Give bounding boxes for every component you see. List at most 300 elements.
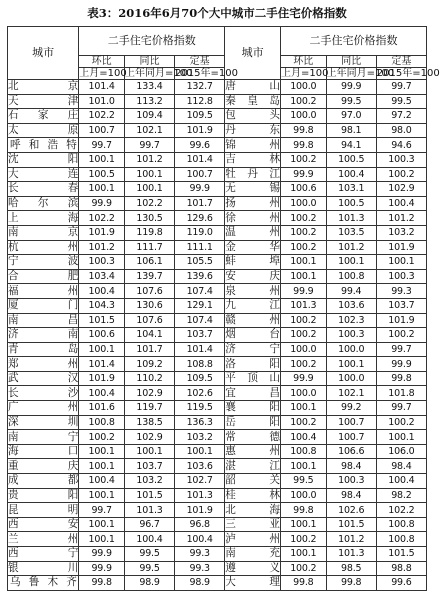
yoy-cell: 109.2	[124, 357, 174, 372]
city-cell: 青岛	[8, 342, 79, 355]
yoy-cell: 99.2	[326, 401, 376, 416]
base-header: 定基	[376, 56, 426, 68]
base-cell: 129.6	[175, 211, 225, 226]
table-row	[8, 328, 427, 343]
table-row	[8, 94, 427, 109]
city-cell: 无锡	[225, 182, 280, 195]
city-cell: 桂林	[225, 488, 280, 501]
base-cell: 100.2	[376, 167, 426, 182]
base-cell: 101.9	[376, 313, 426, 328]
base-cell: 100.1	[175, 444, 225, 459]
yoy-cell: 99.5	[326, 94, 376, 109]
base-cell: 101.4	[175, 342, 225, 357]
city-cell: 南昌	[8, 313, 79, 326]
price-index-table	[7, 26, 440, 591]
mom-cell: 99.7	[79, 503, 125, 518]
city-cell: 吉林	[225, 153, 280, 166]
mom-cell: 100.1	[79, 488, 125, 503]
mom-cell: 100.1	[280, 517, 326, 532]
city-cell: 天津	[8, 94, 79, 107]
base-cell: 94.6	[376, 138, 426, 153]
city-cell: 安庆	[225, 270, 280, 283]
table-row	[8, 561, 427, 576]
table-row	[8, 430, 427, 445]
yoy-cell: 98.1	[326, 123, 376, 138]
base-cell: 99.7	[376, 342, 426, 357]
mom-cell: 100.2	[280, 328, 326, 343]
base-cell: 139.6	[175, 269, 225, 284]
yoy-cell: 107.6	[124, 313, 174, 328]
city-cell: 杭州	[8, 240, 79, 253]
base-cell: 98.0	[376, 123, 426, 138]
mom-cell: 99.8	[280, 576, 326, 591]
table-row	[8, 415, 427, 430]
mom-cell: 100.2	[280, 561, 326, 576]
mom-cell: 100.4	[280, 430, 326, 445]
base-cell: 98.9	[175, 576, 225, 591]
yoy-cell: 103.5	[326, 225, 376, 240]
city-cell: 九江	[225, 299, 280, 312]
base-cell: 99.7	[376, 80, 426, 95]
base-cell: 100.8	[376, 517, 426, 532]
index-group-header: 二手住宅价格指数	[79, 27, 225, 56]
mom-cell: 101.5	[79, 313, 125, 328]
base-cell: 106.0	[376, 444, 426, 459]
mom-cell: 100.2	[280, 211, 326, 226]
yoy-cell: 102.1	[124, 123, 174, 138]
mom-cell: 101.3	[280, 298, 326, 313]
base-cell: 100.4	[376, 196, 426, 211]
mom-cell: 100.6	[280, 182, 326, 197]
table-row	[8, 269, 427, 284]
yoy-header: 同比	[326, 56, 376, 68]
city-cell: 徐州	[225, 211, 280, 224]
table-row	[8, 255, 427, 270]
mom-cell: 100.2	[280, 357, 326, 372]
mom-cell: 100.1	[280, 459, 326, 474]
city-cell: 遵义	[225, 561, 280, 574]
mom-cell: 100.1	[79, 152, 125, 167]
city-cell: 三亚	[225, 518, 280, 531]
mom-cell: 100.5	[79, 167, 125, 182]
city-cell: 惠州	[225, 445, 280, 458]
base-cell: 101.3	[175, 488, 225, 503]
city-cell: 岳阳	[225, 415, 280, 428]
yoy-cell: 101.3	[326, 211, 376, 226]
base-cell: 103.7	[175, 328, 225, 343]
yoy-cell: 100.1	[124, 182, 174, 197]
mom-cell: 100.1	[280, 547, 326, 562]
yoy-cell: 102.9	[124, 386, 174, 401]
yoy-cell: 101.7	[124, 342, 174, 357]
base-cell: 105.5	[175, 255, 225, 270]
city-cell: 扬州	[225, 197, 280, 210]
city-cell: 韶关	[225, 474, 280, 487]
base-cell: 129.1	[175, 298, 225, 313]
table-row	[8, 371, 427, 386]
base-cell: 101.4	[175, 152, 225, 167]
city-cell: 哈尔滨	[8, 197, 79, 210]
yoy-cell: 100.1	[124, 167, 174, 182]
yoy-cell: 101.5	[326, 517, 376, 532]
city-cell: 烟台	[225, 328, 280, 341]
yoy-cell: 100.1	[326, 357, 376, 372]
city-cell: 泉州	[225, 284, 280, 297]
base-cell: 109.5	[175, 371, 225, 386]
mom-cell: 103.4	[79, 269, 125, 284]
base-cell: 99.5	[376, 94, 426, 109]
mom-cell: 100.1	[79, 444, 125, 459]
mom-cell: 100.6	[79, 328, 125, 343]
yoy-cell: 94.1	[326, 138, 376, 153]
city-cell: 秦皇岛	[225, 94, 280, 107]
city-cell: 厦门	[8, 299, 79, 312]
table-row	[8, 459, 427, 474]
city-cell: 泸州	[225, 532, 280, 545]
city-cell: 大连	[8, 167, 79, 180]
mom-cell: 100.7	[79, 123, 125, 138]
city-cell: 湛江	[225, 459, 280, 472]
yoy-cell: 101.2	[124, 152, 174, 167]
table-row	[8, 225, 427, 240]
city-cell: 北京	[8, 80, 79, 93]
mom-cell: 99.9	[280, 167, 326, 182]
city-cell: 太原	[8, 124, 79, 137]
city-cell: 福州	[8, 284, 79, 297]
city-cell: 广州	[8, 401, 79, 414]
yoy-cell: 130.5	[124, 211, 174, 226]
base-cell: 100.3	[376, 269, 426, 284]
base-cell: 99.9	[175, 182, 225, 197]
city-cell: 重庆	[8, 459, 79, 472]
table-row	[8, 284, 427, 299]
table-row	[8, 532, 427, 547]
yoy-cell: 102.3	[326, 313, 376, 328]
city-cell: 丹东	[225, 124, 280, 137]
table-row	[8, 123, 427, 138]
mom-cell: 100.2	[280, 225, 326, 240]
yoy-cell: 113.2	[124, 94, 174, 109]
city-cell: 石家庄	[8, 109, 79, 122]
mom-cell: 99.9	[79, 561, 125, 576]
city-cell: 西宁	[8, 547, 79, 560]
city-cell: 武汉	[8, 372, 79, 385]
city-cell: 宜昌	[225, 386, 280, 399]
yoy-cell: 139.7	[124, 269, 174, 284]
mom-cell: 100.1	[79, 459, 125, 474]
yoy-cell: 99.7	[124, 138, 174, 153]
base-cell: 100.2	[376, 415, 426, 430]
base-cell: 100.4	[376, 474, 426, 489]
index-group-header: 二手住宅价格指数	[280, 27, 426, 56]
mom-cell: 100.2	[280, 532, 326, 547]
base-cell: 98.2	[376, 488, 426, 503]
fixed-base-label: 2015年=100	[175, 67, 239, 79]
city-cell: 兰州	[8, 532, 79, 545]
yoy-cell: 96.7	[124, 517, 174, 532]
base-cell: 101.8	[376, 386, 426, 401]
yoy-cell: 103.7	[124, 459, 174, 474]
base-cell: 100.2	[376, 328, 426, 343]
mom-cell: 99.8	[280, 138, 326, 153]
yoy-cell: 98.5	[326, 561, 376, 576]
base-cell: 101.7	[175, 196, 225, 211]
base-header: 定基	[175, 56, 225, 68]
base-cell: 100.7	[175, 167, 225, 182]
yoy-cell: 107.6	[124, 284, 174, 299]
mom-cell: 99.8	[280, 123, 326, 138]
mom-cell: 100.8	[280, 444, 326, 459]
base-cell: 136.3	[175, 415, 225, 430]
base-cell: 102.6	[175, 386, 225, 401]
table-row	[8, 167, 427, 182]
city-cell: 沈阳	[8, 153, 79, 166]
mom-cell: 100.1	[280, 401, 326, 416]
base-cell: 100.1	[376, 430, 426, 445]
base-cell: 109.5	[175, 109, 225, 124]
mom-base-label: 上月=100	[79, 67, 127, 79]
yoy-cell: 102.1	[326, 386, 376, 401]
city-cell: 南充	[225, 547, 280, 560]
mom-cell: 101.4	[79, 357, 125, 372]
mom-base-label: 上月=100	[280, 67, 329, 79]
yoy-cell: 99.5	[124, 547, 174, 562]
yoy-cell: 98.4	[326, 459, 376, 474]
yoy-cell: 100.5	[326, 152, 376, 167]
city-cell: 郑州	[8, 357, 79, 370]
city-cell: 合肥	[8, 270, 79, 283]
mom-cell: 100.4	[79, 474, 125, 489]
yoy-cell: 100.8	[326, 269, 376, 284]
city-cell: 呼和浩特	[8, 138, 79, 153]
city-cell: 宁波	[8, 255, 79, 268]
yoy-cell: 138.5	[124, 415, 174, 430]
mom-cell: 101.4	[79, 80, 125, 95]
yoy-cell: 100.0	[326, 371, 376, 386]
mom-cell: 99.9	[79, 196, 125, 211]
mom-cell: 100.2	[79, 430, 125, 445]
yoy-cell: 101.5	[124, 488, 174, 503]
mom-cell: 100.4	[79, 386, 125, 401]
yoy-cell: 102.9	[124, 430, 174, 445]
yoy-cell: 100.7	[326, 415, 376, 430]
table-row	[8, 240, 427, 255]
table-row	[8, 80, 427, 95]
mom-header: 环比	[79, 56, 125, 68]
city-cell: 西安	[8, 518, 79, 531]
base-cell: 119.5	[175, 401, 225, 416]
city-cell: 上海	[8, 211, 79, 224]
mom-cell: 104.3	[79, 298, 125, 313]
base-cell: 107.4	[175, 284, 225, 299]
city-cell: 昆明	[8, 503, 79, 516]
yoy-cell: 99.9	[326, 80, 376, 95]
table-row	[8, 386, 427, 401]
mom-cell: 99.9	[79, 547, 125, 562]
table-row	[8, 357, 427, 372]
yoy-cell: 100.3	[326, 328, 376, 343]
table-row	[8, 298, 427, 313]
base-cell: 101.9	[376, 240, 426, 255]
city-header: 城市	[225, 27, 281, 80]
mom-cell: 101.9	[79, 225, 125, 240]
mom-cell: 99.5	[280, 474, 326, 489]
base-cell: 107.4	[175, 313, 225, 328]
city-cell: 牡丹江	[225, 167, 280, 180]
yoy-cell: 98.4	[326, 488, 376, 503]
mom-cell: 99.8	[79, 576, 125, 591]
table-row	[8, 138, 427, 153]
yoy-cell: 106.1	[124, 255, 174, 270]
yoy-cell: 100.1	[326, 255, 376, 270]
city-cell: 温州	[225, 226, 280, 239]
mom-cell: 100.2	[280, 415, 326, 430]
city-cell: 洛阳	[225, 357, 280, 370]
city-cell: 成都	[8, 474, 79, 487]
base-cell: 102.2	[376, 503, 426, 518]
city-cell: 南宁	[8, 430, 79, 443]
yoy-cell: 104.1	[124, 328, 174, 343]
base-cell: 99.3	[175, 561, 225, 576]
yoy-cell: 103.1	[326, 182, 376, 197]
base-cell: 101.5	[376, 547, 426, 562]
yoy-cell: 100.4	[326, 167, 376, 182]
mom-cell: 100.4	[79, 284, 125, 299]
table-row	[8, 211, 427, 226]
mom-cell: 100.1	[79, 342, 125, 357]
base-cell: 99.8	[376, 371, 426, 386]
table-row	[8, 109, 427, 124]
mom-cell: 101.2	[79, 240, 125, 255]
fixed-base-label: 2015年=100	[376, 67, 440, 79]
city-cell: 长春	[8, 182, 79, 195]
yoy-cell: 101.2	[326, 532, 376, 547]
yoy-cell: 98.9	[124, 576, 174, 591]
mom-cell: 102.2	[79, 211, 125, 226]
yoy-cell: 101.3	[124, 503, 174, 518]
city-cell: 襄阳	[225, 401, 280, 414]
mom-cell: 102.2	[79, 109, 125, 124]
mom-cell: 99.8	[280, 503, 326, 518]
base-cell: 108.8	[175, 357, 225, 372]
mom-cell: 99.7	[79, 138, 125, 153]
base-cell: 100.8	[376, 532, 426, 547]
base-cell: 103.2	[175, 430, 225, 445]
city-cell: 乌鲁木齐	[8, 576, 79, 591]
table-row	[8, 182, 427, 197]
table-row	[8, 152, 427, 167]
yoy-cell: 97.0	[326, 109, 376, 124]
city-header: 城市	[8, 27, 79, 80]
yoy-cell: 99.4	[326, 284, 376, 299]
city-cell: 蚌埠	[225, 255, 280, 268]
table-row	[8, 547, 427, 562]
base-cell: 99.7	[376, 401, 426, 416]
base-cell: 99.3	[376, 284, 426, 299]
mom-cell: 100.2	[280, 152, 326, 167]
mom-cell: 100.0	[280, 488, 326, 503]
yoy-cell: 100.0	[326, 342, 376, 357]
city-cell: 常德	[225, 430, 280, 443]
mom-cell: 100.1	[280, 255, 326, 270]
base-cell: 100.1	[376, 255, 426, 270]
yoy-cell: 100.1	[124, 444, 174, 459]
yoy-cell: 100.7	[326, 430, 376, 445]
yoy-header: 同比	[124, 56, 174, 68]
yoy-cell: 111.7	[124, 240, 174, 255]
city-cell: 贵阳	[8, 488, 79, 501]
yoy-cell: 109.4	[124, 109, 174, 124]
base-cell: 112.8	[175, 94, 225, 109]
mom-cell: 101.0	[79, 94, 125, 109]
table-row	[8, 342, 427, 357]
base-cell: 96.8	[175, 517, 225, 532]
city-cell: 长沙	[8, 386, 79, 399]
mom-cell: 100.2	[280, 240, 326, 255]
base-cell: 103.7	[376, 298, 426, 313]
city-cell: 深圳	[8, 415, 79, 428]
mom-cell: 100.1	[79, 517, 125, 532]
table-row	[8, 576, 427, 591]
mom-cell: 100.0	[280, 386, 326, 401]
mom-cell: 99.9	[280, 284, 326, 299]
table-row	[8, 488, 427, 503]
mom-cell: 100.0	[280, 80, 326, 95]
yoy-cell: 130.6	[124, 298, 174, 313]
yoy-cell: 102.6	[326, 503, 376, 518]
city-cell: 金华	[225, 240, 280, 253]
table-row	[8, 444, 427, 459]
mom-cell: 100.1	[79, 532, 125, 547]
header-row-group	[8, 27, 427, 56]
yoy-cell: 99.8	[326, 576, 376, 591]
mom-cell: 100.8	[79, 415, 125, 430]
base-cell: 132.7	[175, 80, 225, 95]
base-cell: 102.7	[175, 474, 225, 489]
yoy-cell: 110.2	[124, 371, 174, 386]
yoy-cell: 106.6	[326, 444, 376, 459]
city-cell: 大理	[225, 576, 280, 589]
mom-cell: 101.6	[79, 401, 125, 416]
table-title: 表3：2016年6月70个大中城市二手住宅价格指数	[87, 6, 347, 20]
city-cell: 赣州	[225, 313, 280, 326]
yoy-cell: 103.6	[326, 298, 376, 313]
table-row	[8, 474, 427, 489]
mom-cell: 100.0	[280, 109, 326, 124]
yoy-cell: 100.5	[326, 196, 376, 211]
base-cell: 100.3	[376, 152, 426, 167]
base-cell: 101.2	[376, 211, 426, 226]
base-cell: 99.6	[175, 138, 225, 153]
base-cell: 111.1	[175, 240, 225, 255]
yoy-base-label: 上年同月=100	[124, 67, 193, 79]
mom-cell: 100.1	[79, 182, 125, 197]
yoy-cell: 100.3	[326, 474, 376, 489]
mom-cell: 100.3	[79, 255, 125, 270]
base-cell: 98.4	[376, 459, 426, 474]
base-cell: 119.0	[175, 225, 225, 240]
base-cell: 99.6	[376, 576, 426, 591]
base-cell: 99.3	[175, 547, 225, 562]
yoy-cell: 101.2	[326, 240, 376, 255]
city-cell: 北海	[225, 503, 280, 516]
city-cell: 包头	[225, 109, 280, 122]
yoy-cell: 119.8	[124, 225, 174, 240]
yoy-cell: 101.3	[326, 547, 376, 562]
city-cell: 海口	[8, 445, 79, 458]
city-cell: 唐山	[225, 80, 280, 93]
table-row	[8, 196, 427, 211]
